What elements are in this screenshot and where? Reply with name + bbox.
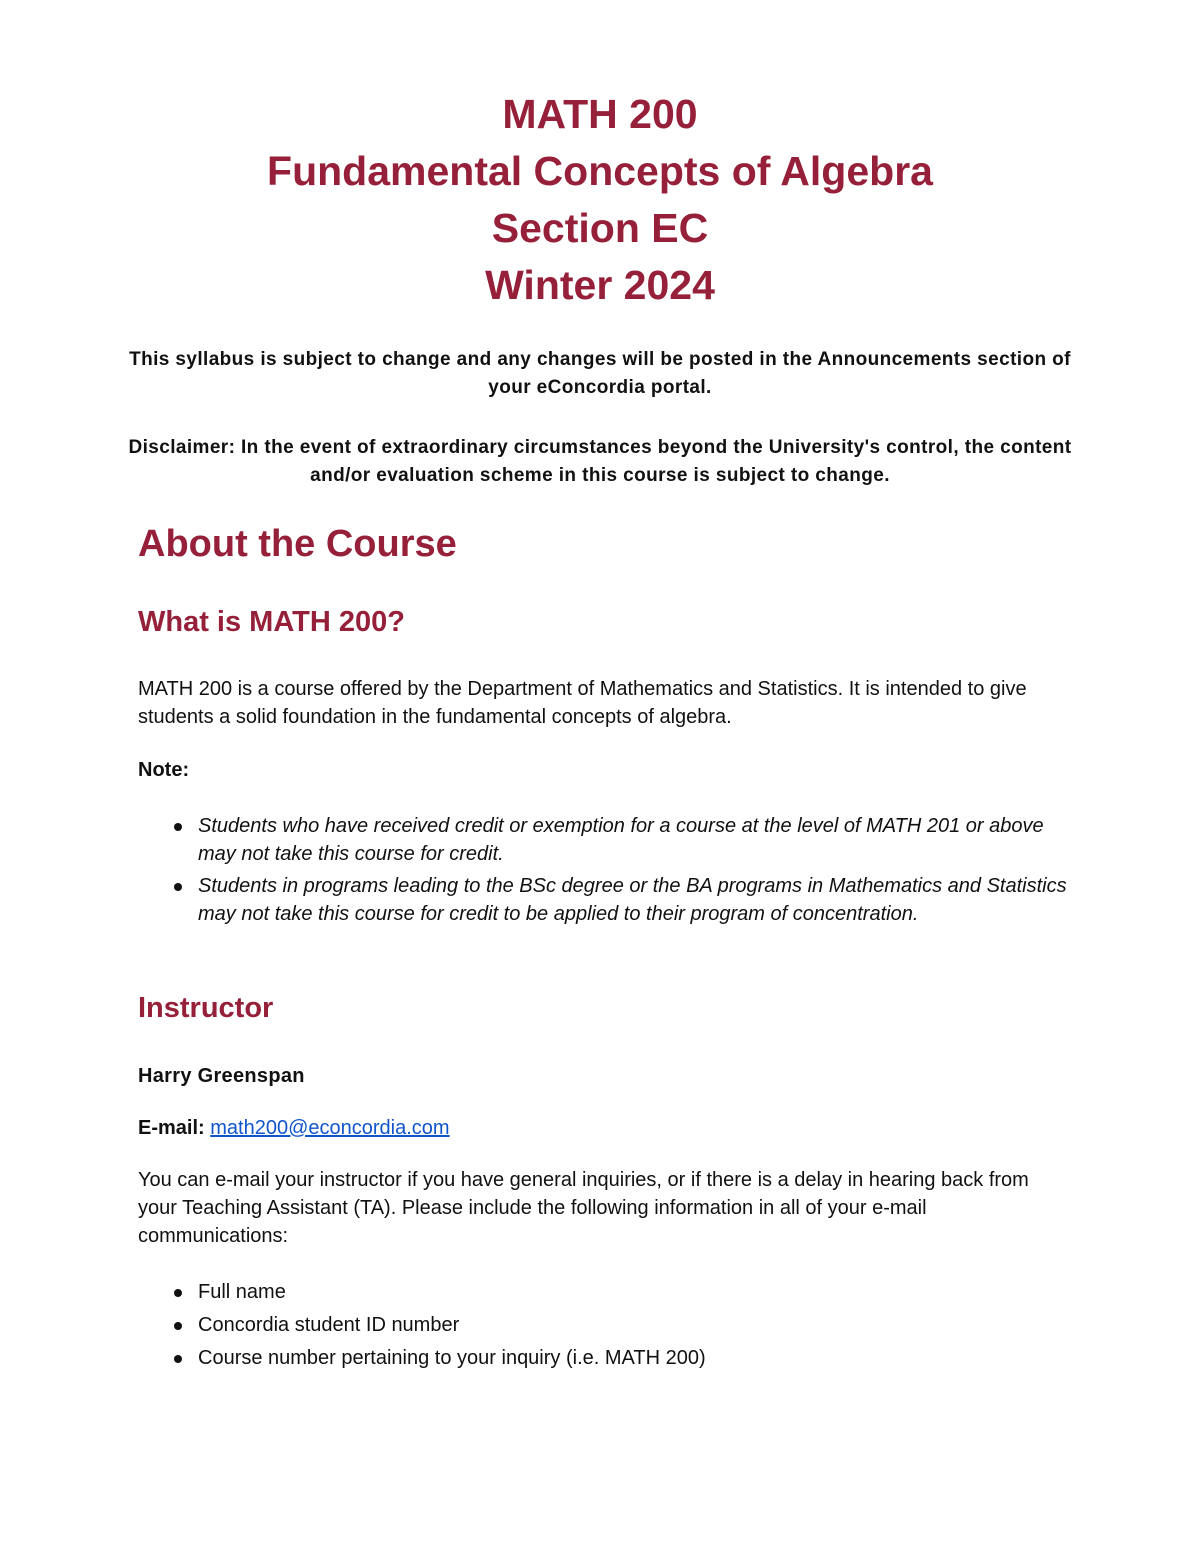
instructor-email-line xyxy=(138,1114,1068,1142)
disclaimer-notice: Disclaimer: In the event of extraordinary circumstances beyond the University's control, the content and/or evaluation scheme in this course is subject to change. xyxy=(128,437,1072,486)
course-title: Fundamental Concepts of Algebra xyxy=(267,148,933,194)
list-item: Concordia student ID number xyxy=(138,1311,1068,1339)
course-code: MATH 200 xyxy=(502,91,698,137)
email-label: E-mail: xyxy=(138,1117,205,1139)
instructor-heading: Instructor xyxy=(138,992,274,1024)
email-link[interactable]: math200@econcordia.com xyxy=(210,1117,450,1139)
note-list xyxy=(138,812,1068,932)
course-term: Winter 2024 xyxy=(485,262,715,308)
note-label: Note: xyxy=(138,759,190,781)
instructor-name: Harry Greenspan xyxy=(138,1065,305,1087)
what-is-heading: What is MATH 200? xyxy=(138,606,405,638)
course-description: MATH 200 is a course offered by the Department of Mathematics and Statistics. It is intended to give students a solid foundation in the fundamental concepts of algebra. xyxy=(138,678,1027,728)
list-item: Course number pertaining to your inquiry (i.e. MATH 200) xyxy=(138,1344,1068,1372)
contact-instructions: You can e-mail your instructor if you have general inquiries, or if there is a delay in hearing back from your Teaching Assistant (TA). Please include the following information in all of your e-mail communications: xyxy=(138,1169,1029,1247)
required-info-list xyxy=(138,1278,1068,1377)
course-title-block xyxy=(0,86,1200,314)
list-item: Full name xyxy=(138,1278,1068,1306)
about-course-heading: About the Course xyxy=(138,523,457,565)
list-item: Students in programs leading to the BSc degree or the BA programs in Mathematics and Statistics may not take this course for credit to be applied to their program of concentration. xyxy=(138,872,1068,928)
course-section: Section EC xyxy=(491,205,709,251)
syllabus-change-notice: This syllabus is subject to change and any changes will be posted in the Announcements section of your eConcordia portal. xyxy=(129,349,1071,398)
list-item: Students who have received credit or exemption for a course at the level of MATH 201 or above may not take this course for credit. xyxy=(138,812,1068,868)
